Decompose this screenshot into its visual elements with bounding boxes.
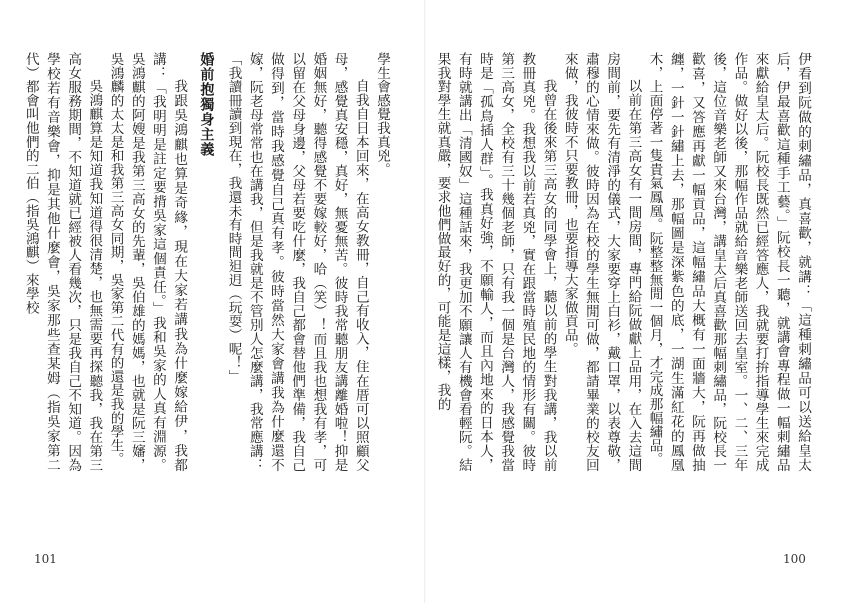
right-page — [425, 0, 850, 603]
section-heading: 婚前抱獨身主義 — [198, 52, 215, 157]
page-number: 100 — [783, 552, 806, 566]
right-page-text — [434, 52, 813, 472]
paragraph: 伊看到阮做的刺繡品，真喜歡，就講：「這種刺繡品可以送給皇太后，伊最喜歡這種手工藝。」阮校長一聽，就講會專程做一幅刺繡品來獻給皇太后。阮校長既然已經答應人，我就要打拚指導學生來完成作品。做好以後，那幅作品就給音樂老師送回去皇室。一、二、三年後，這位音樂老師又來台灣，講皇太后真喜歡那幅刺繡品，阮校長一歡喜，又答應再獻一幅貢品，這幅繡品大概有一面牆大，阮再做抽纏，一針一針繡上去，那幅圖是深紫色的底，一湖生滿紅花的鳳凰木，上面停著一隻貴氣鳳凰。阮整整無閒一個月，才完成那幅繡品。 — [646, 52, 811, 472]
paragraph: 以前在第三高女有一間房間，專門給阮做獻上品用，在入去這間房間前，要先有清淨的儀式，大家要穿上白衫，戴口罩，以表尊敬，肅穆的心情來做。彼時因為在校的學生無閒可做，都請畢業的校友回來做，我彼時不只要教冊，也要指導大家做貢品。 — [561, 52, 642, 472]
paragraph: 吳鴻麒算是知道我知道得很清楚，也無需要再探聽我，我在第三高女服務期間，不知道就已經被人看幾次，只是我自己不知道。因為學校若有音樂會，抑是其他什麼會，吳家那些查某姆（指吳家第二代）都會叫他們的二伯（指吳鴻麒）來學校 — [22, 52, 103, 472]
paragraph: 我跟吳鴻麒也算是奇緣，現在大家若講我為什麼嫁給伊，我都講：「我明明是註定要揹吳家這個責任。」我和吳家的人真有淵源。吳鴻麒的阿嫂是我第三高女的先輩，吳伯雄的媽媽，也就是阮三嬸，吳鴻麟的太太是和我第三高女同期，吳家第二代有的還是我的學生。 — [107, 52, 188, 472]
page-number: 101 — [34, 552, 57, 566]
paragraph: 學生會感覺我真兇。 — [374, 52, 390, 177]
left-page-text — [22, 52, 392, 472]
paragraph: 自我自日本回來，在高女教冊，自己有收入，住在厝可以照顧父母，感覺真安穩，真好，無憂無苦。彼時我常聽朋友講離婚啦！抑是婚姻無好，聽得感覺不要嫁較好，哈（笑）！而且我也想我有孝，可以留在父母身邊，父母若要吃什麼，我自己都會替他們準備，我自己做得到，當時我感覺自己真有孝。彼時當然大家會講我為什麼還不嫁，阮老母常常也在講我，但是我就是不管別人怎麼講，我常應講：「我讀冊讀到現在，我還未有時間𨑨迌（玩耍）呢！」 — [225, 52, 369, 472]
paragraph: 我曾在後來第三高女的同學會上，聽以前的學生對我講，我以前教冊真兇。我想我以前若真兇，實在跟當時殖民地的情形有關。彼時第三高女，全校有三十幾個老師，只有我一個是台灣人，我感覺我當時是「孤鳥插人群」。我真好強，不願輸人，而且內地來的日本人，有時就講出「清國奴」這種話來，我更加不願讓人有機會看輕阮。結果我對學生就真嚴，要求他們做最好的，可能是這樣，我的 — [434, 52, 557, 472]
